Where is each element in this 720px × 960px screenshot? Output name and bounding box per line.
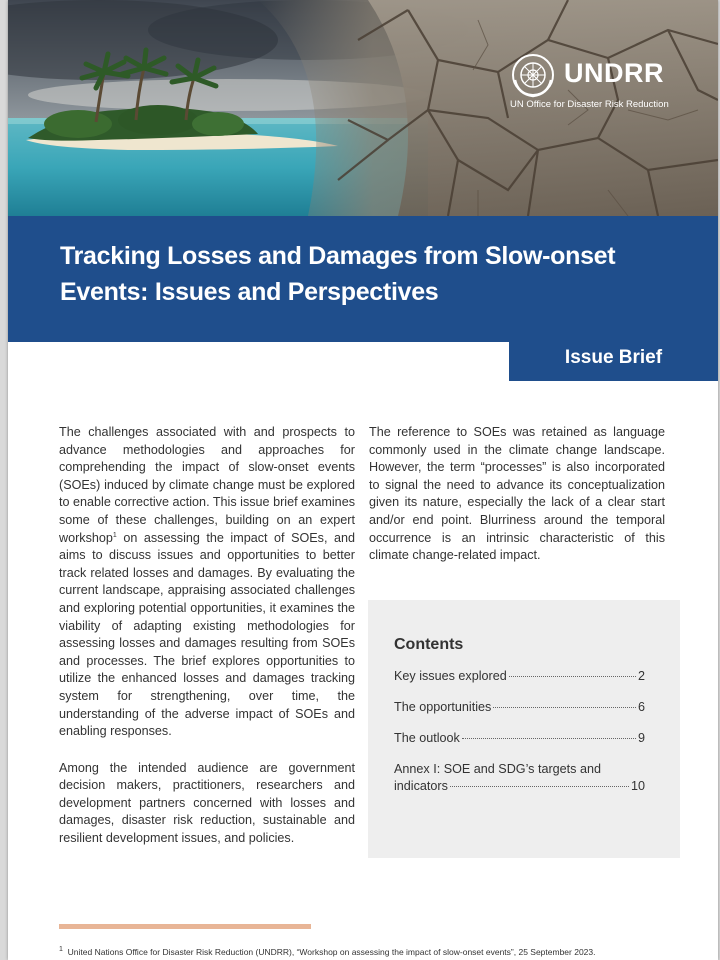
toc-item-label: indicators (394, 779, 448, 793)
toc-leader-dots (450, 786, 629, 787)
toc-leader-dots (493, 707, 636, 708)
body-column-right (369, 424, 665, 584)
title-band (8, 216, 718, 342)
intro-paragraph (59, 424, 355, 741)
toc-item-opportunities[interactable] (394, 699, 645, 716)
toc-item-page: 10 (630, 779, 645, 793)
toc-leader-dots (462, 738, 636, 739)
undrr-wordmark: UNDRR (564, 58, 664, 88)
terminology-paragraph: The reference to SOEs was retained as language commonly used in the climate change landscape. However, the term “processes” is also incorporated to signal the need to advance its conceptualization given its nature, especially the lack of a clear start and/or end point. Blurriness around the temporal occurrence is an intrinsic characteristic of this climate change-related impact. (369, 425, 665, 563)
toc-leader-dots (509, 676, 636, 677)
audience-paragraph: Among the intended audience are government decision makers, practitioners, researchers and development partners concerned with losses and damages, disaster risk reduction, sustainable and resilient development issues, and policies. (59, 760, 355, 846)
footnote-text: United Nations Office for Disaster Risk Reduction (UNDRR), “Workshop on assessing the impact of slow-onset events”, 25 September 2023. (67, 947, 596, 957)
un-emblem-icon (510, 52, 556, 98)
toc-item-page: 2 (637, 669, 645, 683)
cover-image (8, 0, 718, 216)
toc-item-label-line1: Annex I: SOE and SDG’s targets and (394, 762, 601, 776)
contents-box (368, 600, 680, 858)
contents-heading: Contents (394, 636, 464, 653)
undrr-full-name: UN Office for Disaster Risk Reduction (510, 99, 669, 110)
toc-item-page: 9 (637, 731, 645, 745)
intro-text-part1: The challenges associated with and prospects to advance methodologies and approaches for comprehending the impact of slow-onset events (SOEs) induced by climate change must be explored to enable corrective action. This issue brief examines some of these challenges, building on an expert workshop (59, 425, 355, 545)
toc-item-label: The outlook (394, 731, 460, 745)
footnote (59, 947, 596, 957)
toc-item-page: 6 (637, 700, 645, 714)
toc-item-annex[interactable] (394, 761, 645, 795)
intro-text-part2: on assessing the impact of SOEs, and aims to discuss issues and opportunities to better track related losses and damages. By evaluating the current landscape, appraising associated challenges and exploring potential opportunities, it examines the viability of adapting existing methodologies for assessing losses and damages resulting from SOEs and processes. The brief explores opportunities to utilize the enhanced losses and damages tracking system for strengthening, over time, the understanding of the adverse impact of SOEs and enabling responses. (59, 530, 355, 739)
toc-item-outlook[interactable] (394, 730, 645, 747)
toc-item-key-issues[interactable] (394, 668, 645, 685)
document-title: Tracking Losses and Damages from Slow-onset Events: Issues and Perspectives (60, 242, 616, 306)
footnote-number: 1 (59, 946, 63, 954)
footnote-reference[interactable]: 1 (112, 531, 117, 539)
document-page (8, 0, 718, 960)
toc-item-label: Key issues explored (394, 669, 507, 683)
undrr-logo (510, 52, 690, 114)
issue-brief-tag: Issue Brief (509, 342, 718, 381)
contents-list (394, 668, 645, 809)
footnote-divider (59, 924, 311, 929)
body-column-left (59, 424, 355, 867)
toc-item-label: The opportunities (394, 700, 492, 714)
